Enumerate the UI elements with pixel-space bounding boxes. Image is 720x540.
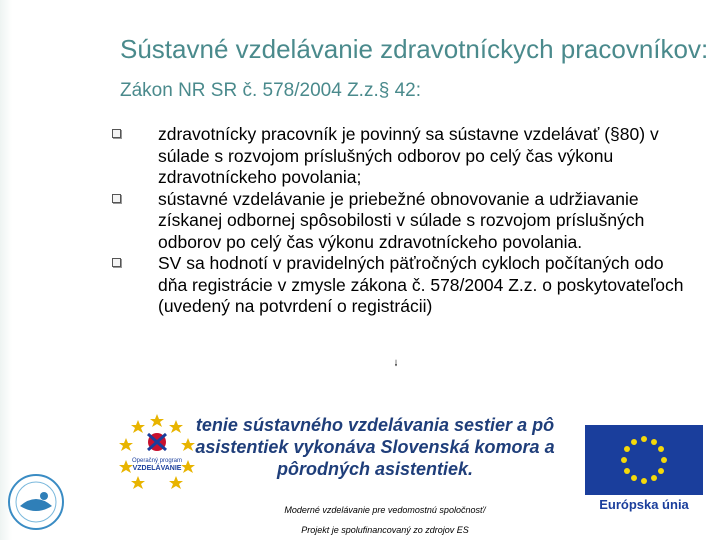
footer-line-1: Moderné vzdelávanie pre vedomostnú spoločnosť/: [284, 505, 486, 515]
title-main: Sústavné vzdelávanie zdravotníckych pracovníkov:: [120, 34, 709, 64]
organization-logo: [6, 472, 66, 532]
bullet-item: [112, 124, 692, 189]
note-text: tenie sústavného vzdelávania sestier a pô asistentiek vykonáva Slovenská komora a pôrodných asistentiek.: [195, 415, 555, 479]
checkbox-bullet-icon: [112, 129, 121, 138]
eu-logo: [585, 425, 703, 520]
bullet-text: zdravotnícky pracovník je povinný sa sústavne vzdelávať (§80) v súlade s rozvojom príslušných odborov po celý čas výkonu zdravotníckeho povolania;: [158, 124, 659, 187]
footer-line-2: Projekt je spolufinancovaný zo zdrojov ES: [301, 525, 469, 535]
operational-program-logo: [118, 412, 196, 492]
slide-title: [120, 32, 710, 108]
bullet-list: [112, 124, 692, 318]
bullet-text: sústavné vzdelávanie je priebežné obnovovanie a udržiavanie získanej odbornej spôsobilosti v súlade s rozvojom príslušných odborov po celý čas výkonu zdravotníckeho povolania.: [158, 188, 645, 252]
eu-flag-icon: [585, 425, 703, 495]
left-decorative-band: [0, 0, 12, 540]
checkbox-bullet-icon: [112, 194, 121, 203]
op-logo-line2: VZDELÁVANIE: [132, 465, 182, 472]
bullet-text: SV sa hodnotí v pravidelných päťročných cykloch počítaných odo dňa registrácie v zmysle zákona č. 578/2004 Z.z. o poskytovateľoch (uvedený na potvrdení o registrácii): [158, 253, 684, 316]
text-cursor-icon: [395, 353, 397, 373]
bullet-item: [112, 253, 692, 318]
eu-label: Európska únia: [599, 497, 689, 512]
title-subtitle: Zákon NR SR č. 578/2004 Z.z.§ 42:: [120, 80, 421, 101]
checkbox-bullet-icon: [112, 258, 121, 267]
bullet-item: [112, 189, 692, 254]
op-logo-line1: Operačný program: [131, 458, 183, 464]
